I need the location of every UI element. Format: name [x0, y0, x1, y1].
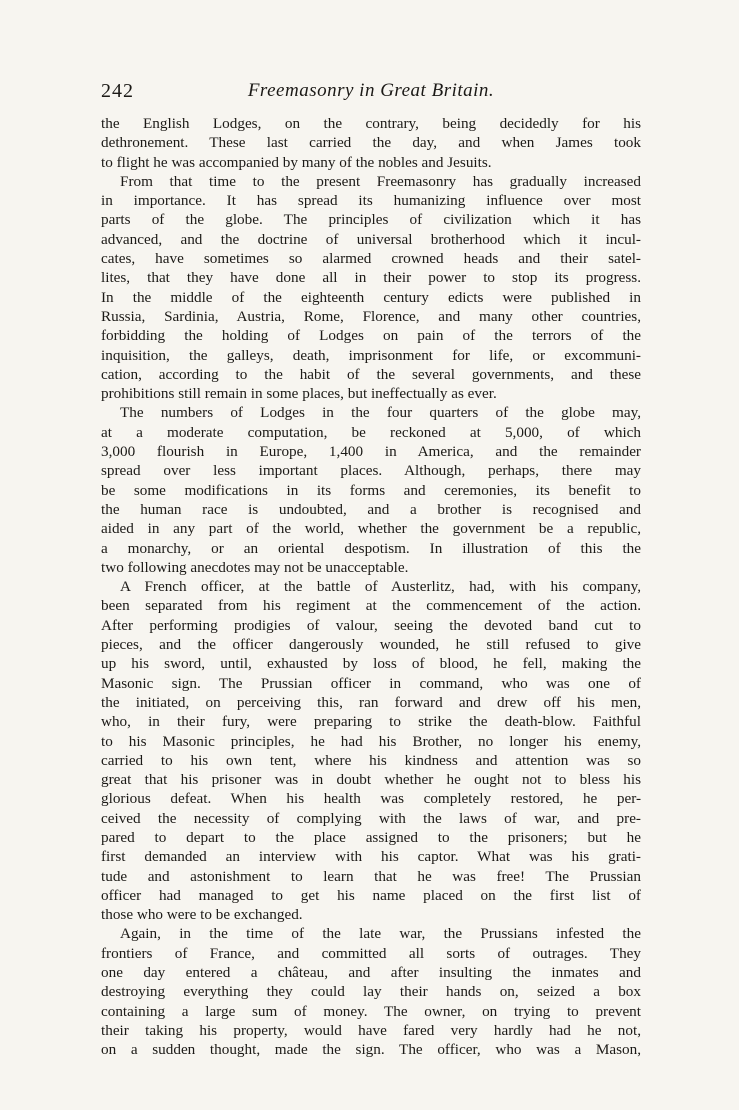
text-line: Russia, Sardinia, Austria, Rome, Florence, and many other countries,: [101, 307, 641, 325]
body-text: [101, 114, 641, 1060]
text-line: advanced, and the doctrine of universal brotherhood which it incul-: [101, 230, 641, 248]
text-line: who, in their fury, were preparing to strike the death-blow. Faithful: [101, 713, 641, 731]
text-line: aided in any part of the world, whether the government be a republic,: [101, 520, 641, 538]
text-line: cation, according to the habit of the several governments, and these: [101, 365, 641, 383]
text-line: their taking his property, would have fared very hardly had he not,: [101, 1021, 641, 1039]
text-line: In the middle of the eighteenth century edicts were published in: [101, 288, 641, 306]
text-line: officer had managed to get his name placed on the first list of: [101, 886, 641, 904]
text-line: at a moderate computation, be reckoned at 5,000, of which: [101, 423, 641, 441]
running-title: Freemasonry in Great Britain.: [247, 80, 495, 101]
text-line: parts of the globe. The principles of civilization which it has: [101, 211, 641, 229]
text-line: frontiers of France, and committed all sorts of outrages. They: [101, 944, 641, 962]
text-line: ceived the necessity of complying with the laws of war, and pre-: [101, 809, 641, 827]
text-line: prohibitions still remain in some places, but ineffectually as ever.: [101, 385, 497, 403]
text-line: containing a large sum of money. The owner, on trying to prevent: [101, 1002, 641, 1020]
text-line: to his Masonic principles, he had his Brother, no longer his enemy,: [101, 732, 641, 750]
text-line: spread over less important places. Although, perhaps, there may: [101, 462, 641, 480]
text-line: been separated from his regiment at the commencement of the action.: [101, 597, 641, 615]
text-line: cates, have sometimes so alarmed crowned heads and their satel-: [101, 250, 641, 268]
text-line: on a sudden thought, made the sign. The officer, who was a Mason,: [101, 1041, 641, 1059]
text-line: destroying everything they could lay their hands on, seized a box: [101, 983, 641, 1001]
text-line: After performing prodigies of valour, seeing the devoted band cut to: [101, 616, 641, 634]
text-line: tude and astonishment to learn that he was free! The Prussian: [101, 867, 641, 885]
text-line: great that his prisoner was in doubt whether he ought not to bless his: [101, 771, 641, 789]
text-line: two following anecdotes may not be unacceptable.: [101, 558, 409, 576]
text-line: lites, that they have done all in their power to stop its progress.: [101, 269, 641, 287]
text-line: Again, in the time of the late war, the Prussians infested the: [120, 925, 641, 943]
text-line: glorious defeat. When his health was completely restored, he per-: [101, 790, 641, 808]
text-line: pared to depart to the place assigned to the prisoners; but he: [101, 828, 641, 846]
text-line: inquisition, the galleys, death, imprisonment for life, or excommuni-: [101, 346, 641, 364]
page-header: [101, 80, 641, 104]
page-number: 242: [101, 80, 134, 102]
text-line: From that time to the present Freemasonry has gradually increased: [120, 172, 641, 190]
text-line: those who were to be exchanged.: [101, 906, 303, 924]
text-line: the English Lodges, on the contrary, being decidedly for his: [101, 115, 641, 132]
text-line: to flight he was accompanied by many of the nobles and Jesuits.: [101, 153, 492, 171]
text-line: first demanded an interview with his captor. What was his grati-: [101, 848, 641, 866]
text-line: a monarchy, or an oriental despotism. In illustration of this the: [101, 539, 641, 557]
text-line: dethronement. These last carried the day, and when James took: [101, 134, 641, 152]
text-line: 3,000 flourish in Europe, 1,400 in America, and the remainder: [101, 443, 641, 461]
text-line: forbidding the holding of Lodges on pain of the terrors of the: [101, 327, 641, 345]
text-line: The numbers of Lodges in the four quarters of the globe may,: [120, 404, 641, 422]
text-line: in importance. It has spread its humanizing influence over most: [101, 192, 641, 210]
text-line: the human race is undoubted, and a brother is recognised and: [101, 500, 641, 518]
text-line: be some modifications in its forms and ceremonies, its benefit to: [101, 481, 641, 499]
text-line: the initiated, on perceiving this, ran forward and drew off his men,: [101, 693, 641, 711]
text-line: Masonic sign. The Prussian officer in command, who was one of: [101, 674, 641, 692]
text-line: up his sword, until, exhausted by loss of blood, he fell, making the: [101, 655, 641, 673]
text-line: pieces, and the officer dangerously wounded, he still refused to give: [101, 636, 641, 654]
text-line: A French officer, at the battle of Austerlitz, had, with his company,: [120, 578, 641, 596]
text-line: one day entered a château, and after insulting the inmates and: [101, 964, 641, 982]
text-line: carried to his own tent, where his kindness and attention was so: [101, 751, 641, 769]
